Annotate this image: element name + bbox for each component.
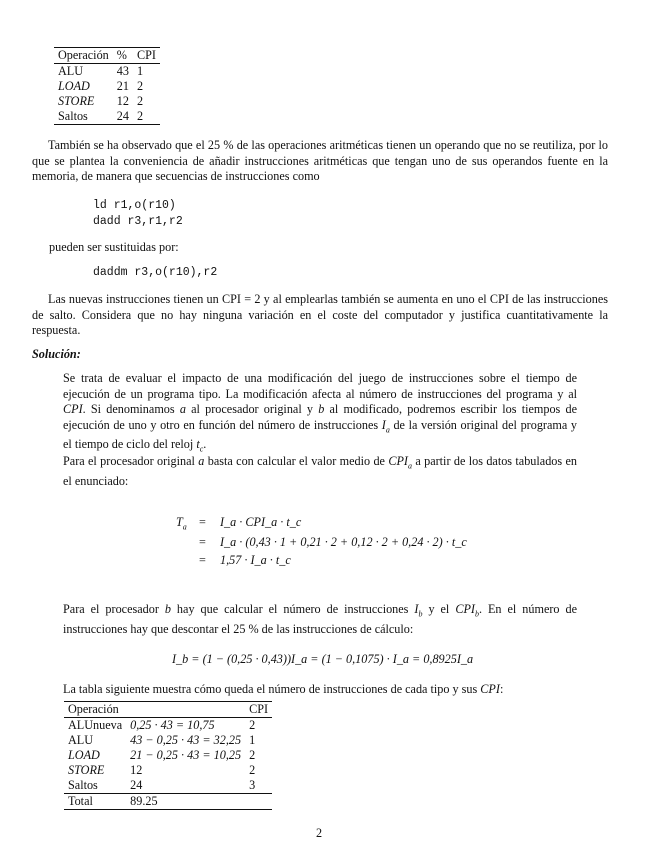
page-number: 2: [316, 826, 323, 840]
equals-sign: =: [199, 553, 206, 567]
cell: 2: [249, 718, 256, 732]
cell: LOAD: [68, 748, 100, 762]
solution-heading: Solución:: [32, 347, 81, 361]
table-row: [54, 79, 160, 94]
table-total-row: [64, 794, 272, 810]
cell: Saltos: [68, 778, 98, 792]
code-line: dadd r3,r1,r2: [93, 215, 183, 228]
cell: 2: [136, 79, 144, 93]
table-row: [54, 109, 160, 125]
solution-paragraph-original: Para el procesador original a basta con calcular el valor medio de $CPI_a$ a partir de los datos tabulados en el enunciado:: [63, 454, 577, 488]
table-row: [64, 718, 272, 734]
cell: Total: [68, 794, 93, 808]
cell: 21: [116, 79, 129, 93]
cell: [245, 794, 272, 810]
paragraph-arithmetic-operands: También se ha observado que el 25 % de las operaciones aritméticas tienen un operando que no se reutiliza, por lo que se plantea la conveniencia de añadir instrucciones aritméticas que tengan uno de sus operandos fuente en la memoria, de manera que secuencias de instrucciones como: [32, 138, 608, 183]
cell: 43 − 0,25 · 43 = 32,25: [130, 733, 242, 747]
code-block-new: daddm r3,o(r10),r2: [93, 266, 218, 279]
equation-row: 1,57 · I_a · t_c: [220, 553, 291, 567]
table-row: [64, 763, 272, 778]
cell: 2: [136, 109, 144, 123]
cell: STORE: [58, 94, 95, 108]
table-row: [64, 748, 272, 763]
cell: 2: [249, 763, 256, 777]
cell: 89.25: [130, 794, 158, 808]
table1-header-pct: %: [116, 48, 127, 62]
cell: ALU: [58, 64, 84, 78]
cell: 12: [130, 763, 143, 777]
cell: 12: [116, 94, 129, 108]
table-row: [54, 64, 160, 80]
table1-header-cpi: CPI: [136, 48, 156, 62]
solution-paragraph-table-intro: La tabla siguiente muestra cómo queda el número de instrucciones de cada tipo y sus CPI:: [63, 682, 504, 696]
equation-ib: I_b = (1 − (0,25 · 0,43))I_a = (1 − 0,1075) · I_a = 0,8925I_a: [172, 652, 474, 666]
cell: 43: [116, 64, 129, 78]
cell: 3: [249, 778, 256, 792]
table-row: [54, 94, 160, 109]
code-block-original: [93, 198, 183, 230]
cell: 2: [249, 748, 256, 762]
table-row: [64, 778, 272, 794]
table2-header-count: [126, 702, 245, 718]
code-line: ld r1,o(r10): [93, 199, 176, 212]
equals-sign: =: [199, 515, 206, 529]
equals-sign: =: [199, 535, 206, 549]
cell: 24: [130, 778, 143, 792]
cell: 24: [116, 109, 129, 123]
modified-instructions-table: [64, 701, 272, 810]
cell: ALU: [68, 733, 94, 747]
cell: LOAD: [58, 79, 90, 93]
cell: 1: [249, 733, 256, 747]
table-row: [64, 733, 272, 748]
paragraph-new-instructions: Las nuevas instrucciones tienen un CPI = 2 y al emplearlas también se aumenta en uno el CPI de las instrucciones de salto. Considera que no hay ninguna variación en el coste del computador y justifica cuantitativamente la respuesta.: [32, 292, 608, 337]
cell: 2: [136, 94, 144, 108]
cell: Saltos: [58, 109, 88, 123]
table2-header-cpi: CPI: [249, 702, 269, 716]
equation-row: I_a · (0,43 · 1 + 0,21 · 2 + 0,12 · 2 + 0,24 · 2) · t_c: [220, 535, 467, 549]
table1-header-op: Operación: [58, 48, 109, 62]
paragraph-replaced-by: pueden ser sustituidas por:: [49, 240, 179, 254]
solution-paragraph-modified: Para el procesador b hay que calcular el número de instrucciones $I_b$ y el $CPI_b$. En el número de instrucciones hay que descontar el 25 % de las instrucciones de cálculo:: [63, 602, 577, 636]
table2-header-op: Operación: [68, 702, 119, 716]
cell: 1: [136, 64, 144, 78]
operations-table: [54, 47, 160, 125]
cell: STORE: [68, 763, 105, 777]
equation-row: I_a · CPI_a · t_c: [220, 515, 302, 529]
solution-paragraph-intro: Se trata de evaluar el impacto de una modificación del juego de instrucciones sobre el tiempo de ejecución de un programa tipo. La modificación afecta al número de instrucciones del programa y al CPI. Si denominamos a al procesador original y b al modificado, podremos escribir los tiempos de ejecución de uno y otro en función del número de instrucciones $I_a$ de la versión original del programa y el tiempo de ciclo del reloj $t_c$.: [63, 371, 578, 454]
cell: 21 − 0,25 · 43 = 10,25: [130, 748, 242, 762]
cell: 0,25 · 43 = 10,75: [130, 718, 215, 732]
equation-ta-lhs: $T_a$: [176, 515, 187, 532]
cell: ALUnueva: [68, 718, 123, 732]
